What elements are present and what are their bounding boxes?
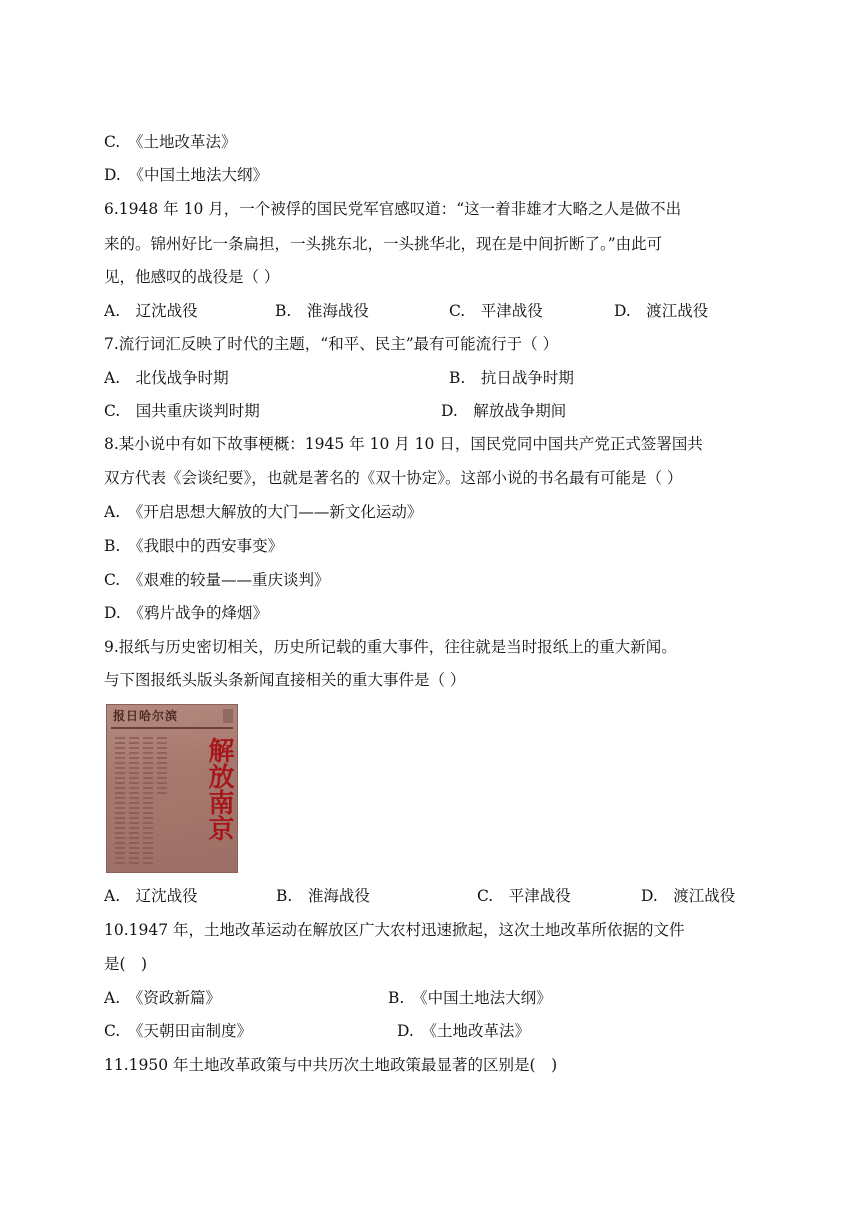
newspaper-rule bbox=[111, 727, 233, 729]
q6-option-c: C. 平津战役 bbox=[449, 302, 543, 320]
newspaper-subheadline bbox=[169, 741, 187, 861]
q8-option-b: B. 《我眼中的西安事变》 bbox=[104, 537, 284, 555]
q10-stem-line-1: 10.1947 年，土地改革运动在解放区广大农村迅速掀起，这次土地改革所依据的文件 bbox=[104, 921, 685, 939]
q6-option-a: A. 辽沈战役 bbox=[104, 302, 198, 320]
newspaper-date-box bbox=[223, 709, 233, 723]
q8-option-a: A. 《开启思想大解放的大门——新文化运动》 bbox=[104, 503, 423, 521]
q6-option-d: D. 渡江战役 bbox=[614, 302, 709, 320]
q11-stem: 11.1950 年土地改革政策与中共历次土地政策最显著的区别是( ) bbox=[104, 1056, 558, 1074]
q10-option-c: C. 《天朝田亩制度》 bbox=[104, 1022, 252, 1040]
q10-option-a: A. 《资政新篇》 bbox=[104, 989, 221, 1007]
newspaper-headline: 解放南京 bbox=[204, 737, 234, 841]
q6-stem-line-3: 见，他感叹的战役是（ ） bbox=[104, 268, 280, 286]
q10-option-d: D. 《土地改革法》 bbox=[397, 1022, 531, 1040]
q7-option-a: A. 北伐战争时期 bbox=[104, 369, 229, 387]
q9-option-b: B. 淮海战役 bbox=[276, 887, 370, 905]
newspaper-column bbox=[129, 737, 139, 865]
newspaper-column bbox=[143, 737, 153, 865]
q7-option-d: D. 解放战争期间 bbox=[441, 402, 567, 420]
newspaper-image bbox=[106, 704, 238, 873]
q9-option-c: C. 平津战役 bbox=[477, 887, 571, 905]
q8-option-c: C. 《艰难的较量——重庆谈判》 bbox=[104, 571, 330, 589]
q9-stem-line-2: 与下图报纸头版头条新闻直接相关的重大事件是（ ） bbox=[104, 671, 466, 689]
q10-stem-line-2: 是( ) bbox=[104, 955, 148, 973]
q7-stem: 7.流行词汇反映了时代的主题，“和平、民主”最有可能流行于（ ） bbox=[104, 335, 559, 353]
newspaper-masthead: 报日哈尔滨 bbox=[113, 709, 179, 723]
q9-option-a: A. 辽沈战役 bbox=[104, 887, 198, 905]
q6-stem-line-1: 6.1948 年 10 月，一个被俘的国民党军官感叹道：“这一着非雄才大略之人是做不出 bbox=[104, 200, 682, 218]
q9-option-d: D. 渡江战役 bbox=[641, 887, 736, 905]
q9-stem-line-1: 9.报纸与历史密切相关，历史所记载的重大事件，往往就是当时报纸上的重大新闻。 bbox=[104, 638, 677, 656]
q7-option-c: C. 国共重庆谈判时期 bbox=[104, 402, 260, 420]
q6-stem-line-2: 来的。锦州好比一条扁担，一头挑东北，一头挑华北，现在是中间折断了。”由此可 bbox=[104, 235, 663, 253]
q8-stem-line-2: 双方代表《会谈纪要》，也就是著名的《双十协定》。这部小说的书名最有可能是（ ） bbox=[104, 469, 683, 487]
q5-option-d: D. 《中国土地法大纲》 bbox=[104, 166, 269, 184]
q8-option-d: D. 《鸦片战争的烽烟》 bbox=[104, 604, 269, 622]
q8-stem-line-1: 8.某小说中有如下故事梗概：1945 年 10 月 10 日，国民党同中国共产党正式签署国共 bbox=[104, 435, 703, 453]
q7-option-b: B. 抗日战争时期 bbox=[449, 369, 574, 387]
q10-option-b: B. 《中国土地法大纲》 bbox=[388, 989, 552, 1007]
newspaper-column bbox=[115, 737, 125, 865]
q6-option-b: B. 淮海战役 bbox=[275, 302, 369, 320]
newspaper-column bbox=[157, 737, 167, 797]
q5-option-c: C. 《土地改革法》 bbox=[104, 133, 237, 151]
